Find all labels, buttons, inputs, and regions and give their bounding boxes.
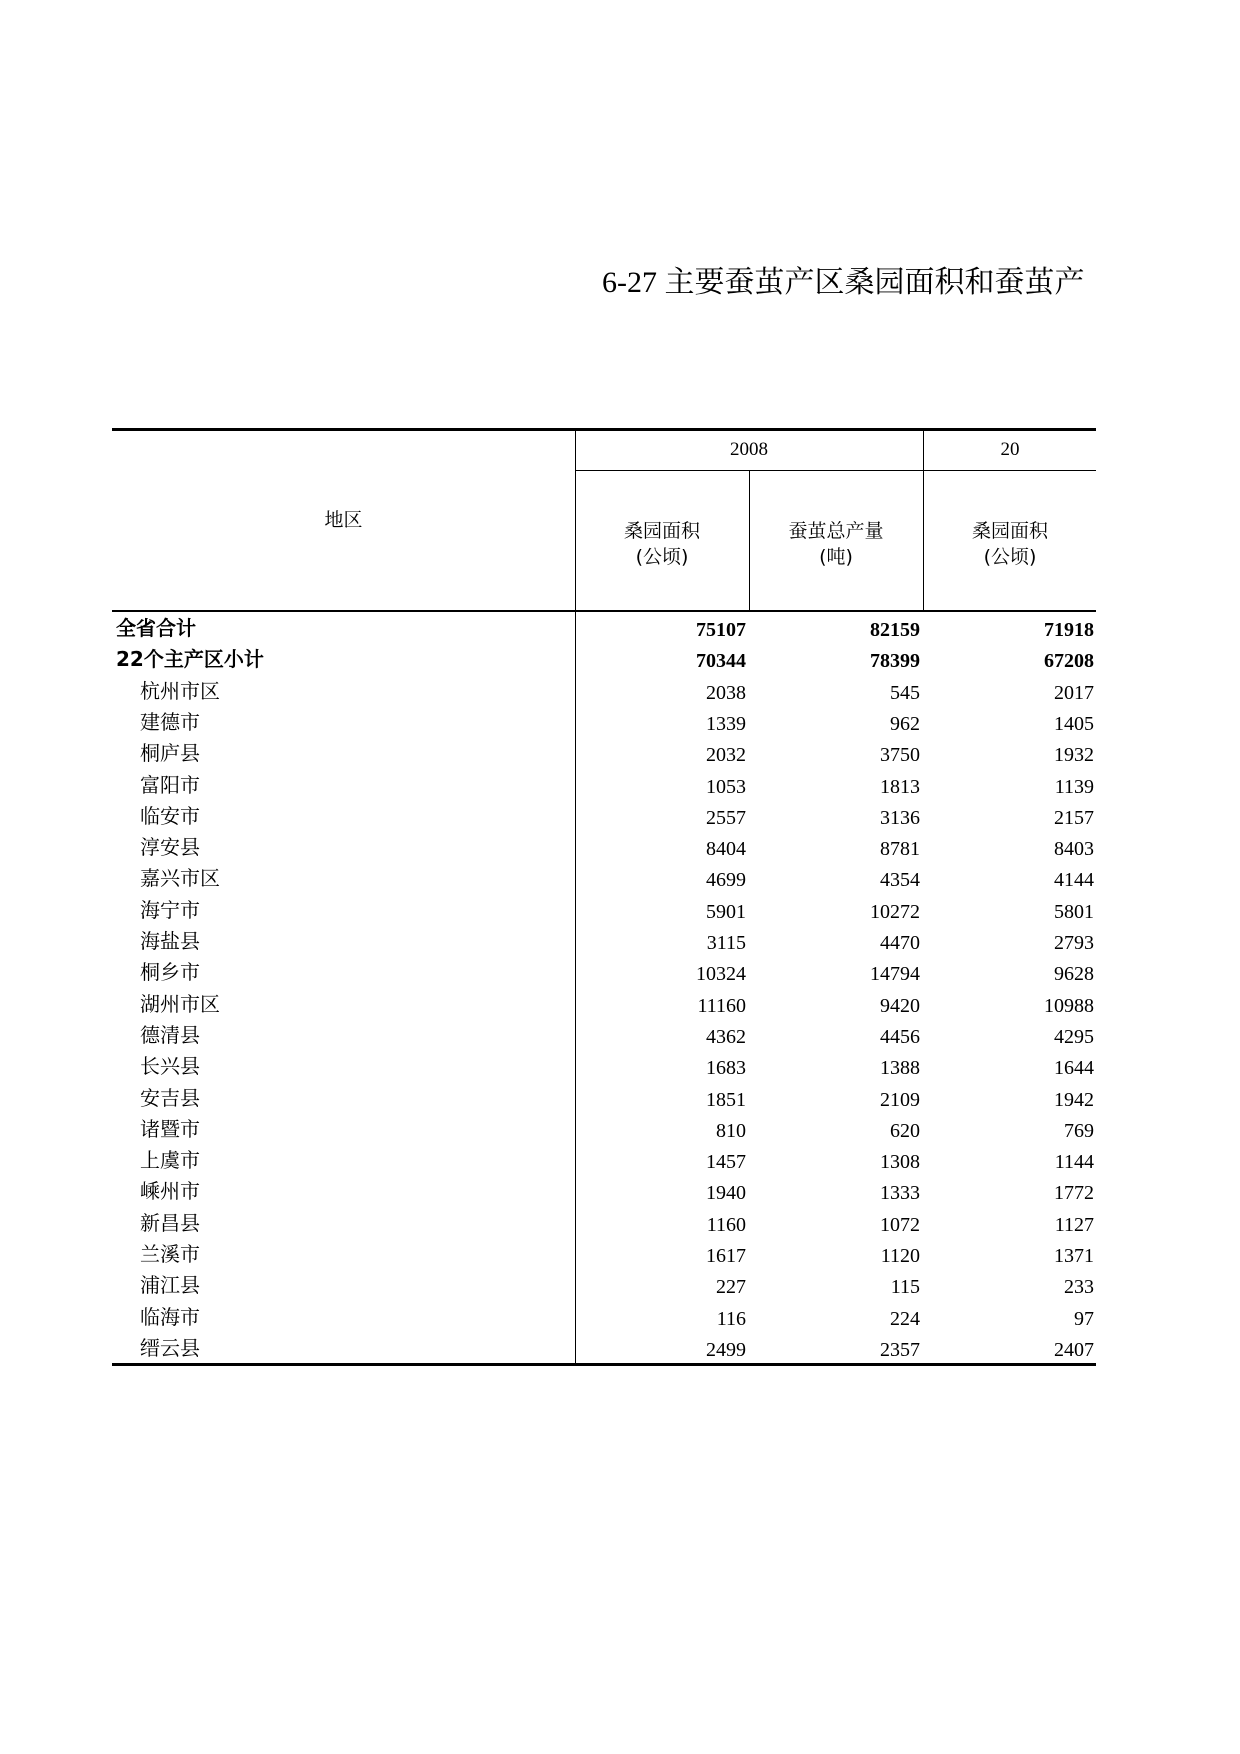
table-top-rule [112,428,1096,431]
area-next-value: 1644 [1054,1057,1094,1080]
cocoon-2008-value: 1072 [880,1213,920,1236]
area-next-value: 1371 [1054,1245,1094,1267]
area-2008-value: 4699 [706,869,746,892]
table-row [112,1271,1096,1302]
region-name: 22个主产区小计 [116,647,264,672]
table-row [112,1146,1096,1177]
area-header-label: 桑园面积 [623,520,700,542]
cocoon-header-unit: (吨) [819,546,853,568]
area-next-value: 1139 [1054,775,1094,798]
cocoon-2008-value: 115 [890,1276,920,1299]
region-name: 淳安县 [140,835,200,860]
cocoon-2008-value: 4354 [880,869,920,892]
area-next-value: 1942 [1054,1088,1094,1111]
table-row [112,864,1096,895]
area-2008-value: 1160 [706,1213,746,1236]
region-name: 湖州市区 [140,991,220,1016]
area-next-value: 1932 [1054,744,1094,767]
cocoon-2008-value: 224 [890,1307,920,1330]
cocoon-2008-value: 620 [890,1119,920,1142]
cocoon-2008-value: 3136 [880,806,920,829]
cocoon-2008-value: 1813 [880,775,920,798]
cocoon-2008-value: 1308 [880,1151,920,1174]
year-header-2008: 2008 [730,439,768,460]
table-row [112,802,1096,833]
table-row [112,990,1096,1021]
area-2008-value: 1457 [706,1151,746,1174]
region-name: 全省合计 [116,616,196,640]
cocoon-2008-value: 962 [890,712,920,735]
cocoon-2008-value: 1333 [880,1182,920,1205]
area-next-value: 769 [1064,1119,1094,1142]
area-next-value: 1772 [1054,1182,1094,1205]
table-row [112,739,1096,770]
area-next-value: 4144 [1054,869,1094,892]
area-2008-value: 2499 [706,1338,746,1361]
area-next-value: 8403 [1054,838,1094,861]
table-row [112,958,1096,989]
cocoon-2008-value: 3750 [880,744,920,767]
area-2008-value: 2032 [706,744,746,767]
region-name: 桐乡市 [140,960,200,985]
cocoon-2008-value: 2109 [880,1088,920,1111]
cocoon-2008-value: 8781 [880,838,920,861]
year-header-rule [575,470,1096,471]
region-name: 新昌县 [140,1210,200,1235]
area-2008-value: 1940 [706,1182,746,1205]
area-header-label: 桑园面积 [971,520,1048,542]
area-header-unit: (公顷) [635,546,689,568]
table-row [112,677,1096,708]
area-2008-value: 5901 [706,900,746,923]
area-2008-value: 810 [716,1119,746,1142]
area-next-value: 1405 [1054,712,1094,735]
region-name: 兰溪市 [140,1242,200,1266]
table-row [112,833,1096,864]
area-next-value: 2793 [1054,932,1094,954]
area-next-value: 5801 [1054,900,1094,923]
area-next-value: 2407 [1054,1338,1094,1361]
table-row [112,645,1096,676]
area-2008-value: 1617 [706,1245,746,1267]
area-2008-value: 2557 [706,806,746,829]
area-next-value: 97 [1074,1307,1094,1330]
cocoon-header-label: 蚕茧总产量 [788,520,884,542]
area-2008-value: 227 [716,1276,746,1299]
table-row [112,1240,1096,1271]
cocoon-2008-value: 4470 [880,932,920,954]
region-name: 富阳市 [140,772,200,797]
cocoon-2008-value: 10272 [870,900,920,923]
table-row [112,1334,1096,1365]
region-name: 海盐县 [140,929,200,953]
region-name: 临安市 [140,803,200,828]
cocoon-2008-value: 1388 [880,1057,920,1080]
table-row [112,896,1096,927]
region-name: 临海市 [140,1304,200,1329]
area-next-value: 9628 [1054,963,1094,986]
area-header-next [923,518,1097,570]
cocoon-2008-value: 545 [890,681,920,704]
area-2008-value: 70344 [696,650,746,673]
region-name: 诸暨市 [140,1116,200,1141]
table-row [112,708,1096,739]
cocoon-header-2008 [749,518,923,570]
region-name: 缙云县 [140,1335,200,1360]
table-row [112,1303,1096,1334]
table-row [112,1021,1096,1052]
area-2008-value: 2038 [706,681,746,704]
cocoon-2008-value: 9420 [880,994,920,1017]
header-bottom-rule [112,610,1096,612]
data-table [112,428,1096,1368]
table-row [112,614,1096,645]
region-name: 安吉县 [140,1085,200,1110]
area-2008-value: 3115 [706,932,746,954]
area-2008-value: 1339 [706,712,746,735]
region-header: 地区 [324,509,363,531]
region-name: 嘉兴市区 [140,866,220,891]
table-row [112,771,1096,802]
cocoon-2008-value: 1120 [880,1245,920,1267]
region-name: 长兴县 [140,1054,200,1079]
cocoon-2008-value: 14794 [870,963,920,986]
area-2008-value: 116 [716,1307,746,1330]
region-name: 德清县 [140,1022,200,1047]
area-header-2008 [575,518,749,570]
page-title: 6-27 主要蚕茧产区桑园面积和蚕茧产 [602,266,1085,299]
area-header-unit: (公顷) [983,546,1037,568]
area-next-value: 2017 [1054,681,1094,704]
table-row [112,1177,1096,1208]
area-next-value: 1144 [1054,1151,1094,1174]
cocoon-2008-value: 2357 [880,1338,920,1361]
area-next-value: 4295 [1054,1025,1094,1048]
area-next-value: 10988 [1044,994,1094,1017]
table-row [112,1084,1096,1115]
table-row [112,1052,1096,1083]
area-2008-value: 1683 [706,1057,746,1080]
area-next-value: 1127 [1054,1213,1094,1236]
region-name: 嵊州市 [140,1179,200,1204]
area-2008-value: 10324 [696,963,746,986]
area-2008-value: 4362 [706,1025,746,1048]
region-name: 桐庐县 [140,741,200,766]
cocoon-2008-value: 78399 [870,650,920,673]
region-name: 建德市 [140,709,200,734]
region-name: 上虞市 [140,1148,200,1173]
table-row [112,1209,1096,1240]
area-2008-value: 11160 [697,994,746,1017]
area-next-value: 233 [1064,1276,1094,1299]
table-row [112,927,1096,958]
area-next-value: 2157 [1054,806,1094,829]
cocoon-2008-value: 4456 [880,1025,920,1048]
area-2008-value: 8404 [706,838,746,861]
region-name: 杭州市区 [140,678,220,703]
area-next-value: 71918 [1044,619,1094,641]
table-row [112,1115,1096,1146]
region-name: 浦江县 [140,1273,200,1298]
region-name: 海宁市 [140,897,200,922]
area-2008-value: 75107 [696,619,746,641]
area-2008-value: 1851 [706,1088,746,1111]
cocoon-2008-value: 82159 [870,619,920,641]
year-header-next: 20 [1000,439,1020,460]
area-next-value: 67208 [1044,650,1094,673]
area-2008-value: 1053 [706,775,746,798]
